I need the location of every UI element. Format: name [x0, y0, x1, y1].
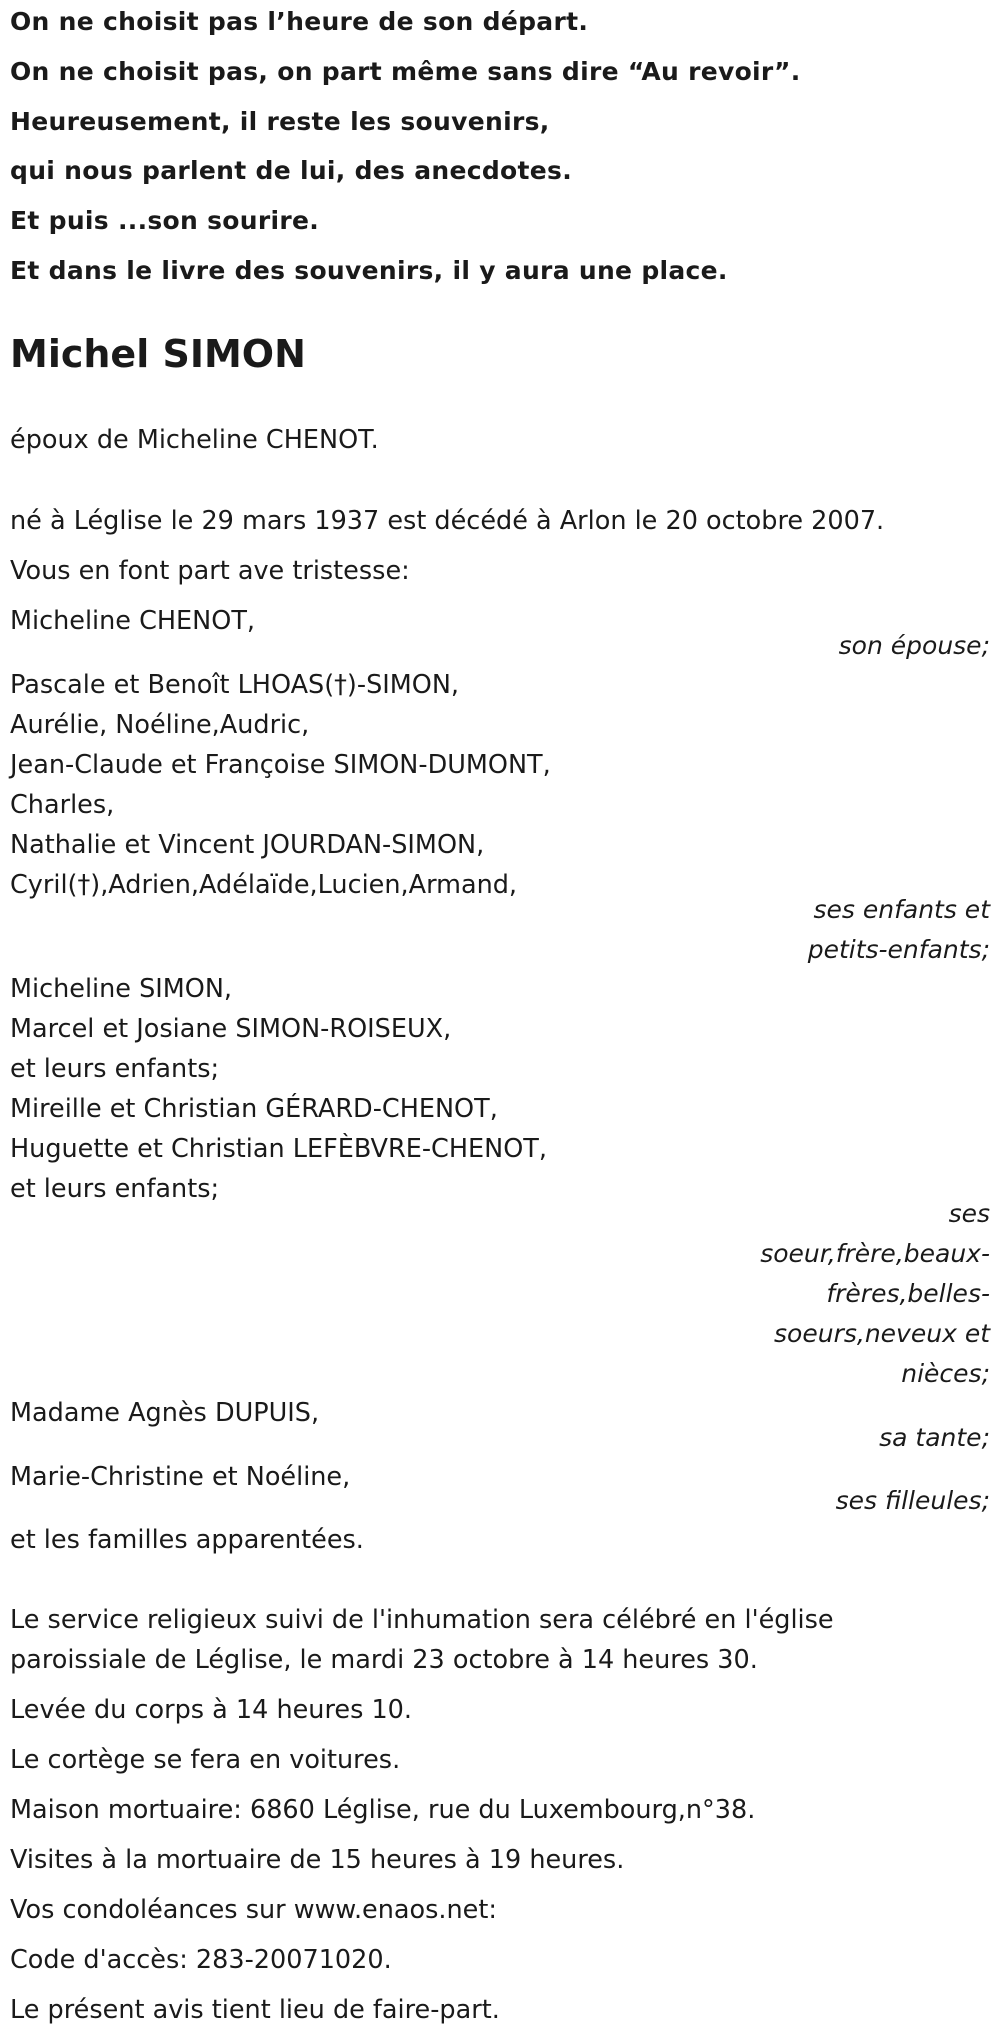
deceased-name: Michel SIMON [10, 332, 306, 376]
family-name: Jean-Claude et Françoise SIMON-DUMONT, [10, 750, 551, 780]
family-name: et les familles apparentées. [10, 1525, 364, 1555]
family-name: Aurélie, Noéline,Audric, [10, 710, 310, 740]
announcement: Vous en font part ave tristesse: [10, 556, 410, 586]
service-line: paroissiale de Léglise, le mardi 23 octobre à 14 heures 30. [10, 1645, 758, 1675]
family-name: Nathalie et Vincent JOURDAN-SIMON, [10, 830, 485, 860]
family-relation: ses enfants et [813, 895, 990, 924]
family-relation: nièces; [901, 1359, 990, 1388]
access-code-line: Code d'accès: 283-20071020. [10, 1945, 392, 1975]
service-line: Levée du corps à 14 heures 10. [10, 1695, 413, 1725]
family-relation: frères,belles- [826, 1279, 990, 1308]
poem-line: Heureusement, il reste les souvenirs, [10, 107, 550, 136]
family-name: et leurs enfants; [10, 1174, 220, 1204]
service-line: Le cortège se fera en voitures. [10, 1745, 401, 1775]
family-relation: petits-enfants; [807, 935, 990, 964]
family-name: Mireille et Christian GÉRARD-CHENOT, [10, 1094, 498, 1124]
poem-line: Et puis ...son sourire. [10, 206, 320, 235]
family-relation: ses [948, 1199, 990, 1228]
family-relation: soeur,frère,beaux- [760, 1239, 990, 1268]
birth-death-line: né à Léglise le 29 mars 1937 est décédé à Arlon le 20 octobre 2007. [10, 506, 885, 536]
family-name: Marcel et Josiane SIMON-ROISEUX, [10, 1014, 452, 1044]
condolences-line: Vos condoléances sur www.enaos.net: [10, 1895, 497, 1925]
family-name: Madame Agnès DUPUIS, [10, 1398, 320, 1428]
poem-line: qui nous parlent de lui, des anecdotes. [10, 156, 573, 185]
family-name: Charles, [10, 790, 115, 820]
closing-line: Le présent avis tient lieu de faire-part. [10, 1995, 500, 2025]
poem-line: On ne choisit pas, on part même sans dire “Au revoir”. [10, 57, 801, 86]
service-line: Visites à la mortuaire de 15 heures à 19 heures. [10, 1845, 625, 1875]
spouse-line: époux de Micheline CHENOT. [10, 425, 379, 455]
family-name: Pascale et Benoît LHOAS(†)-SIMON, [10, 670, 460, 700]
poem-line: Et dans le livre des souvenirs, il y aura une place. [10, 256, 728, 285]
family-name: Cyril(†),Adrien,Adélaïde,Lucien,Armand, [10, 870, 518, 900]
family-relation: ses filleules; [835, 1486, 990, 1515]
service-line: Maison mortuaire: 6860 Léglise, rue du Luxembourg,n°38. [10, 1795, 756, 1825]
family-name: Marie-Christine et Noéline, [10, 1462, 351, 1492]
service-line: Le service religieux suivi de l'inhumation sera célébré en l'église [10, 1605, 834, 1635]
family-relation: soeurs,neveux et [774, 1319, 990, 1348]
family-relation: son épouse; [838, 631, 990, 660]
family-relation: sa tante; [879, 1423, 990, 1452]
poem-line: On ne choisit pas l’heure de son départ. [10, 7, 589, 36]
family-name: Huguette et Christian LEFÈBVRE-CHENOT, [10, 1134, 547, 1164]
family-name: Micheline CHENOT, [10, 606, 256, 636]
family-name: et leurs enfants; [10, 1054, 220, 1084]
family-name: Micheline SIMON, [10, 974, 233, 1004]
